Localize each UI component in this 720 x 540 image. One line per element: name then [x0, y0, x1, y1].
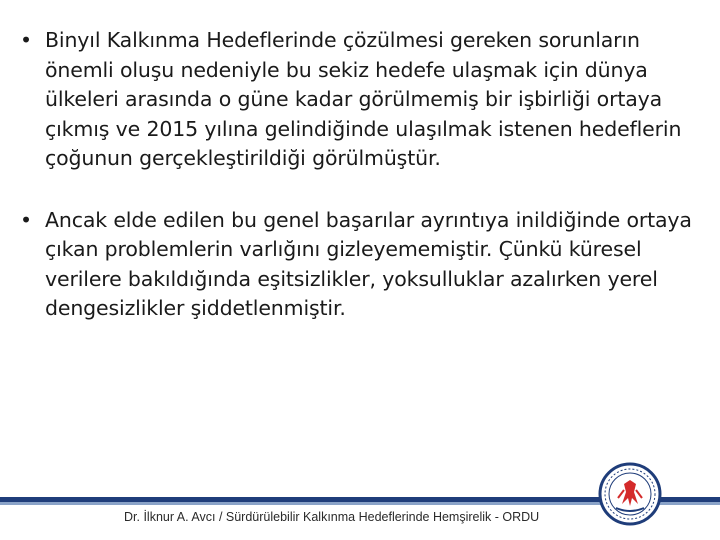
bullet-item [18, 206, 714, 324]
bullet-text: Ancak elde edilen bu genel başarılar ayrıntıya inildiğinde ortaya çıkan problemlerin varlığını gizleyememiştir. Çünkü küresel verilere bakıldığında eşitsizlikler, yoksulluklar azalırken yerel dengesizlikler şiddetlenmiştir. [45, 207, 692, 320]
university-seal-icon [598, 462, 662, 526]
bullet-text: Binyıl Kalkınma Hedeflerinde çözülmesi gereken sorunların önemli oluşu nedeniyle bu sekiz hedefe ulaşmak için dünya ülkeleri arasında o güne kadar görülmemiş bir işbirliği ortaya çıkmış ve 2015 yılına gelindiğinde ulaşılmak istenen hedeflerin çoğunun gerçekleştirildiği görülmüştür. [45, 28, 682, 170]
footer-caption: Dr. İlknur A. Avcı / Sürdürülebilir Kalkınma Hedeflerinde Hemşirelik - ORDU [124, 510, 540, 524]
bullet-item [18, 26, 714, 174]
bullet-list [18, 26, 714, 324]
bullet-marker: • [20, 28, 32, 52]
bullet-marker: • [20, 207, 32, 232]
